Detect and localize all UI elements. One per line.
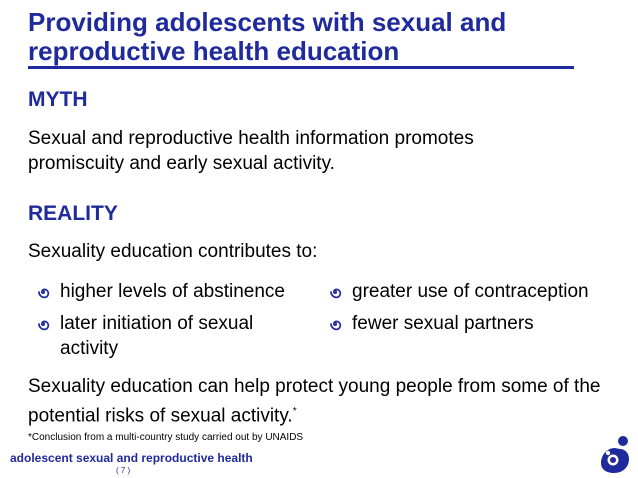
conclusion-text [28, 374, 618, 428]
bullet-item-contraception [328, 279, 628, 304]
footnote-marker: * [292, 406, 297, 417]
footer-label: adolescent sexual and reproductive health [10, 451, 253, 465]
bullet-item-fewer-partners [328, 311, 628, 336]
myth-text: Sexual and reproductive health information promotes promiscuity and early sexual activity. [28, 128, 474, 174]
spiral-icon [36, 317, 50, 331]
mother-child-logo-icon [598, 434, 632, 474]
spiral-icon [328, 317, 342, 331]
spiral-icon [36, 285, 50, 299]
reality-intro: Sexuality education contributes to: [28, 241, 318, 262]
reality-heading: REALITY [28, 202, 118, 225]
page-number: ( 7 ) [116, 466, 131, 475]
bullet-text: later initiation of sexual activity [60, 313, 254, 359]
title-underline [28, 66, 574, 69]
myth-heading: MYTH [28, 88, 88, 111]
bullet-item-abstinence [36, 279, 326, 304]
bullet-text: fewer sexual partners [352, 313, 534, 334]
bullet-item-later-initiation [36, 311, 308, 361]
bullet-text: higher levels of abstinence [60, 281, 285, 302]
footnote: *Conclusion from a multi-country study carried out by UNAIDS [28, 432, 304, 443]
slide-title: Providing adolescents with sexual and reproductive health education [28, 7, 507, 66]
bullet-text: greater use of contraception [352, 281, 589, 302]
conclusion-body: Sexuality education can help protect young people from some of the potential risks of sexual activity. [28, 376, 601, 427]
spiral-icon [328, 285, 342, 299]
